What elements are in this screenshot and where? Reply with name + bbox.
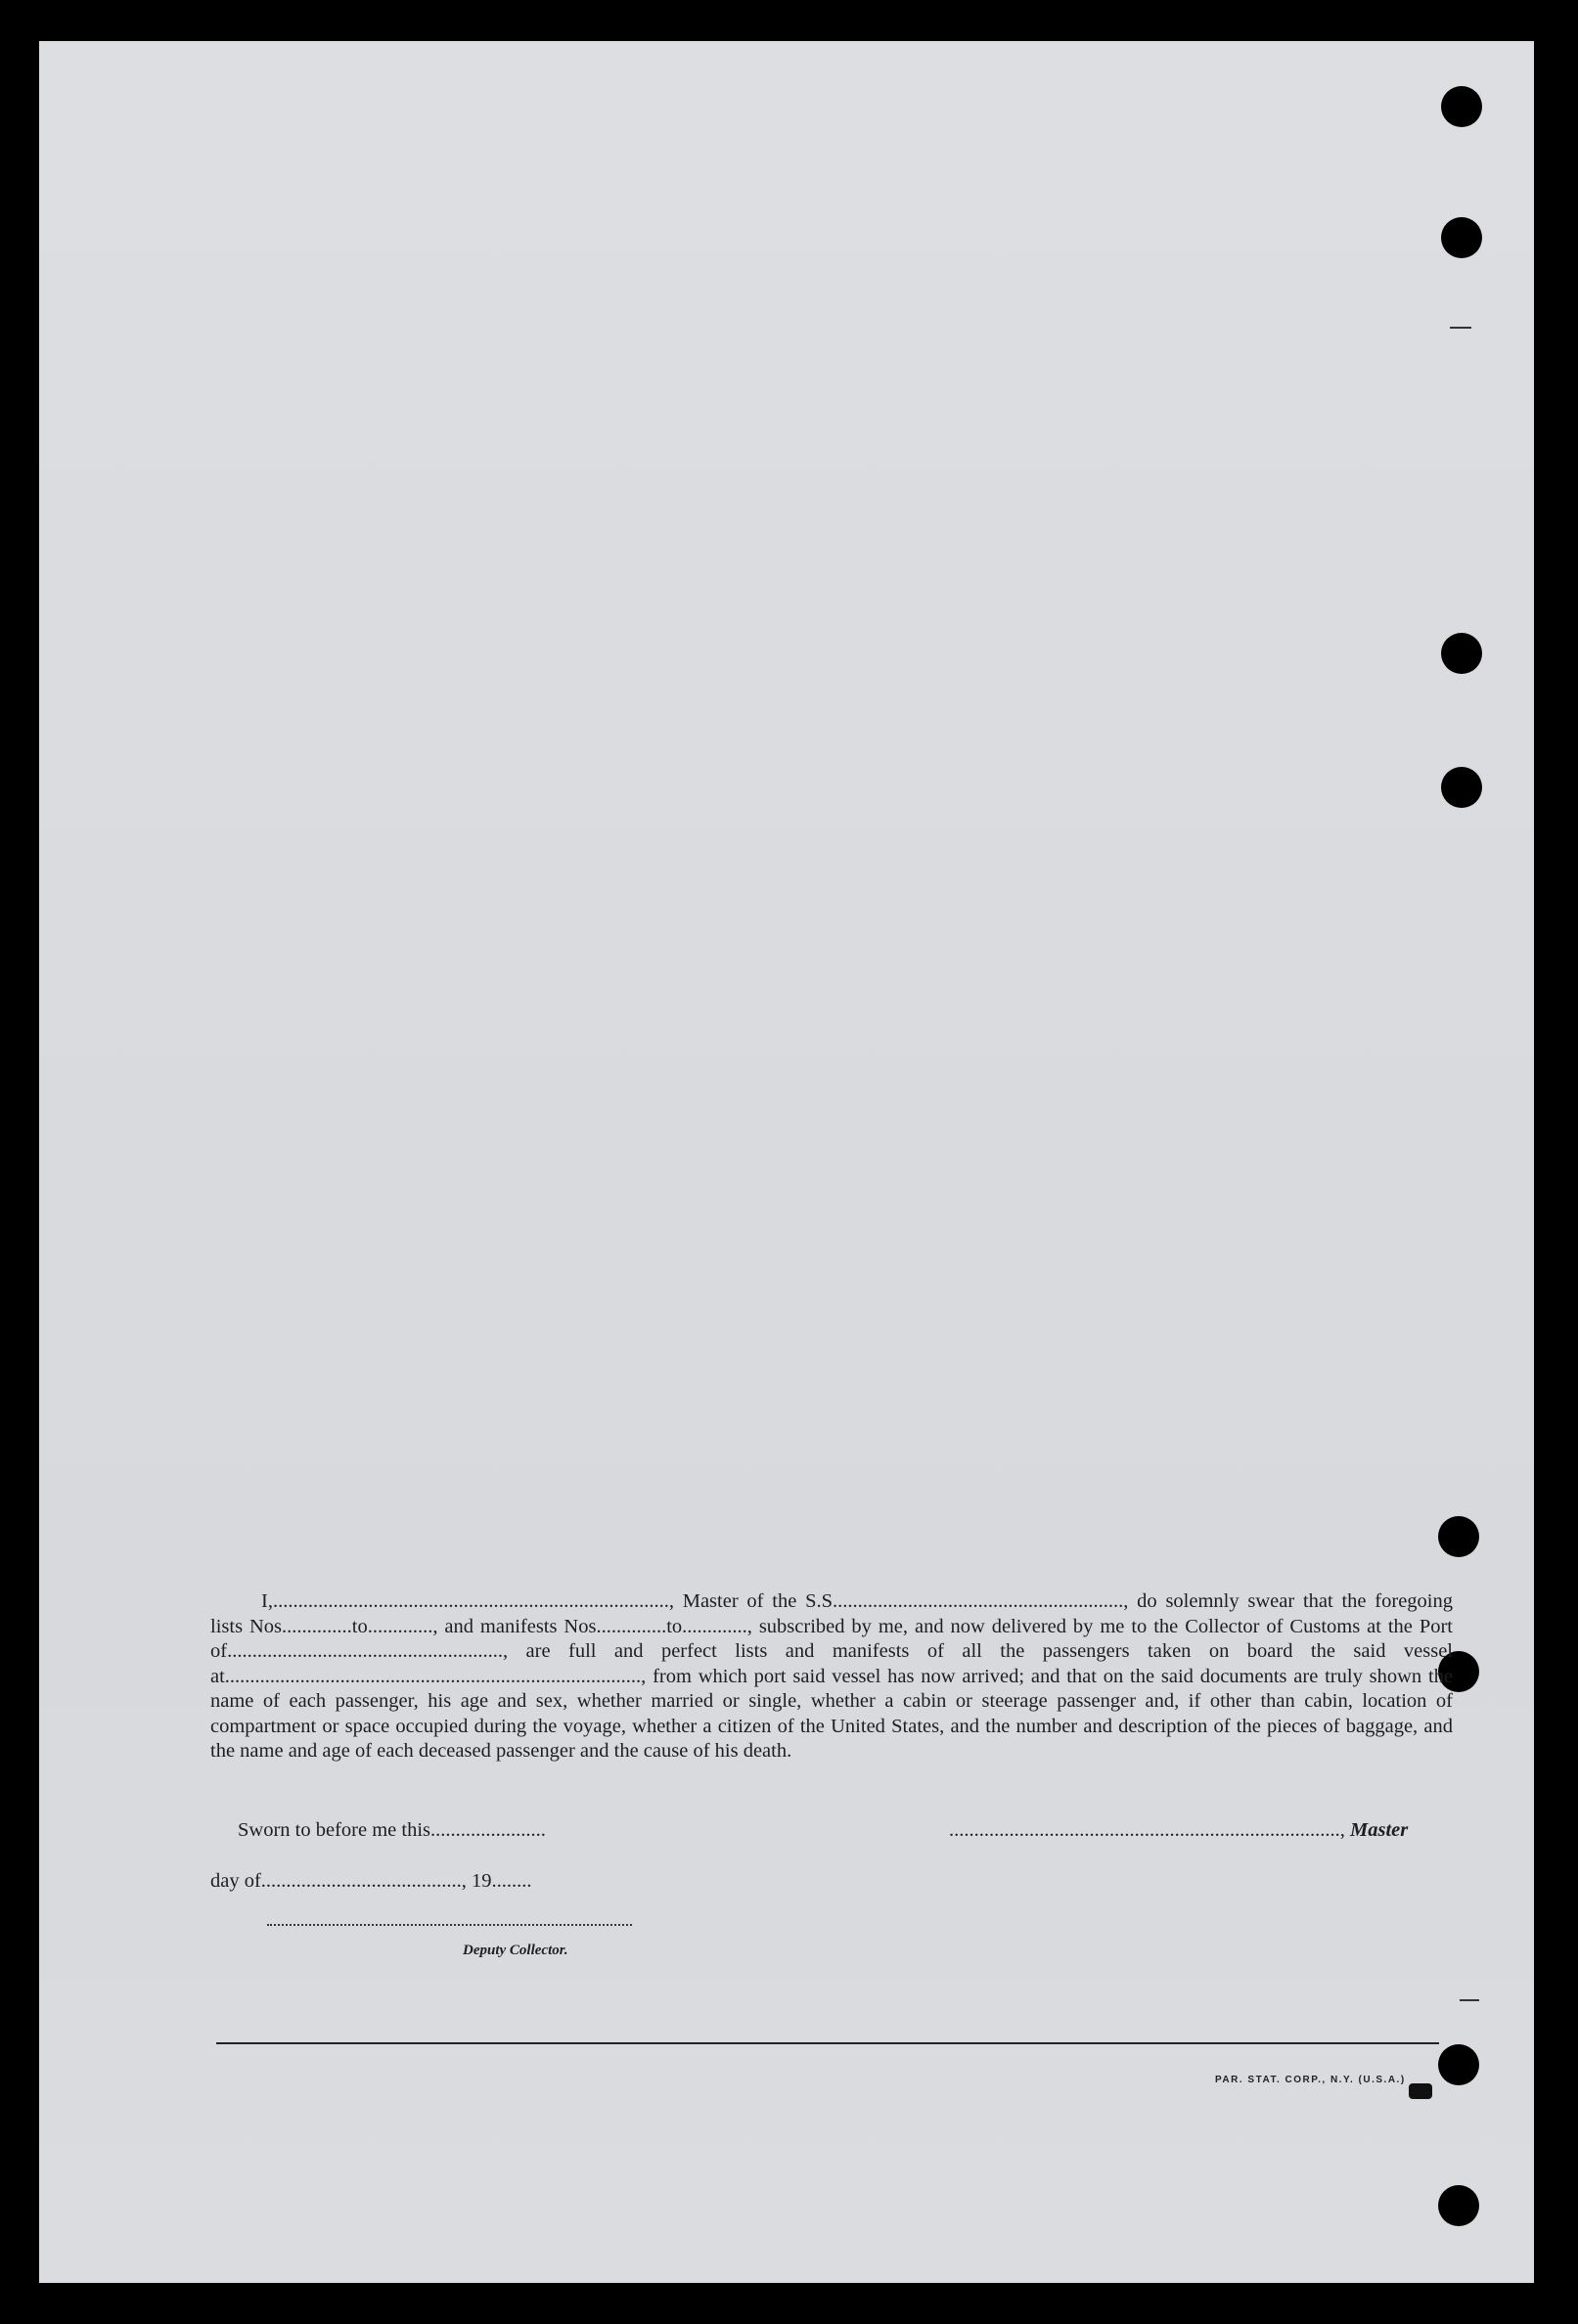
oath-text: I,..............................................................................., Master of the S.S.........................................................., do solemnly swear that the foregoing lists Nos..............to............., and manifests Nos..............to............., subscribed by me, and now delivered by me to the Collector of Customs at the Port of......................................................., are full and perfect lists and manifests of all the passengers taken on board the said vessel at..................................................................................., from which port said vessel has now arrived; and that on the said documents are truly shown the name of each passenger, his age and sex, whether married or single, whether a cabin or steerage passenger and, if other than cabin, location of compartment or space occupied during the voyage, whether a citizen of the United States, and the number and description of the pieces of baggage, and the name and age of each deceased passenger and the cause of his death. — [210, 1590, 1453, 1762]
master-label: Master — [1350, 1819, 1409, 1841]
punch-hole — [1438, 2044, 1479, 2085]
sworn-line: Sworn to before me this....................... — [238, 1819, 546, 1841]
deputy-signature-line — [267, 1924, 632, 1926]
printer-imprint: PAR. STAT. CORP., N.Y. (U.S.A.) — [1215, 2075, 1406, 2085]
punch-hole — [1438, 2185, 1479, 2226]
deputy-collector-label: Deputy Collector. — [463, 1943, 568, 1958]
punch-hole — [1441, 633, 1482, 674]
document-page — [39, 41, 1534, 2283]
day-line: day of........................................, 19........ — [210, 1870, 532, 1892]
punch-hole — [1438, 1516, 1479, 1557]
bottom-rule — [216, 2042, 1439, 2044]
page-mark — [1460, 1999, 1479, 2001]
master-signature-dots: .............................................................................., — [949, 1819, 1345, 1841]
punch-hole — [1441, 217, 1482, 258]
master-signature-line — [949, 1819, 1408, 1842]
punch-hole — [1441, 767, 1482, 808]
page-mark — [1450, 327, 1471, 329]
punch-hole — [1441, 86, 1482, 127]
page-mark — [1409, 2083, 1432, 2099]
oath-paragraph — [210, 1589, 1453, 1765]
